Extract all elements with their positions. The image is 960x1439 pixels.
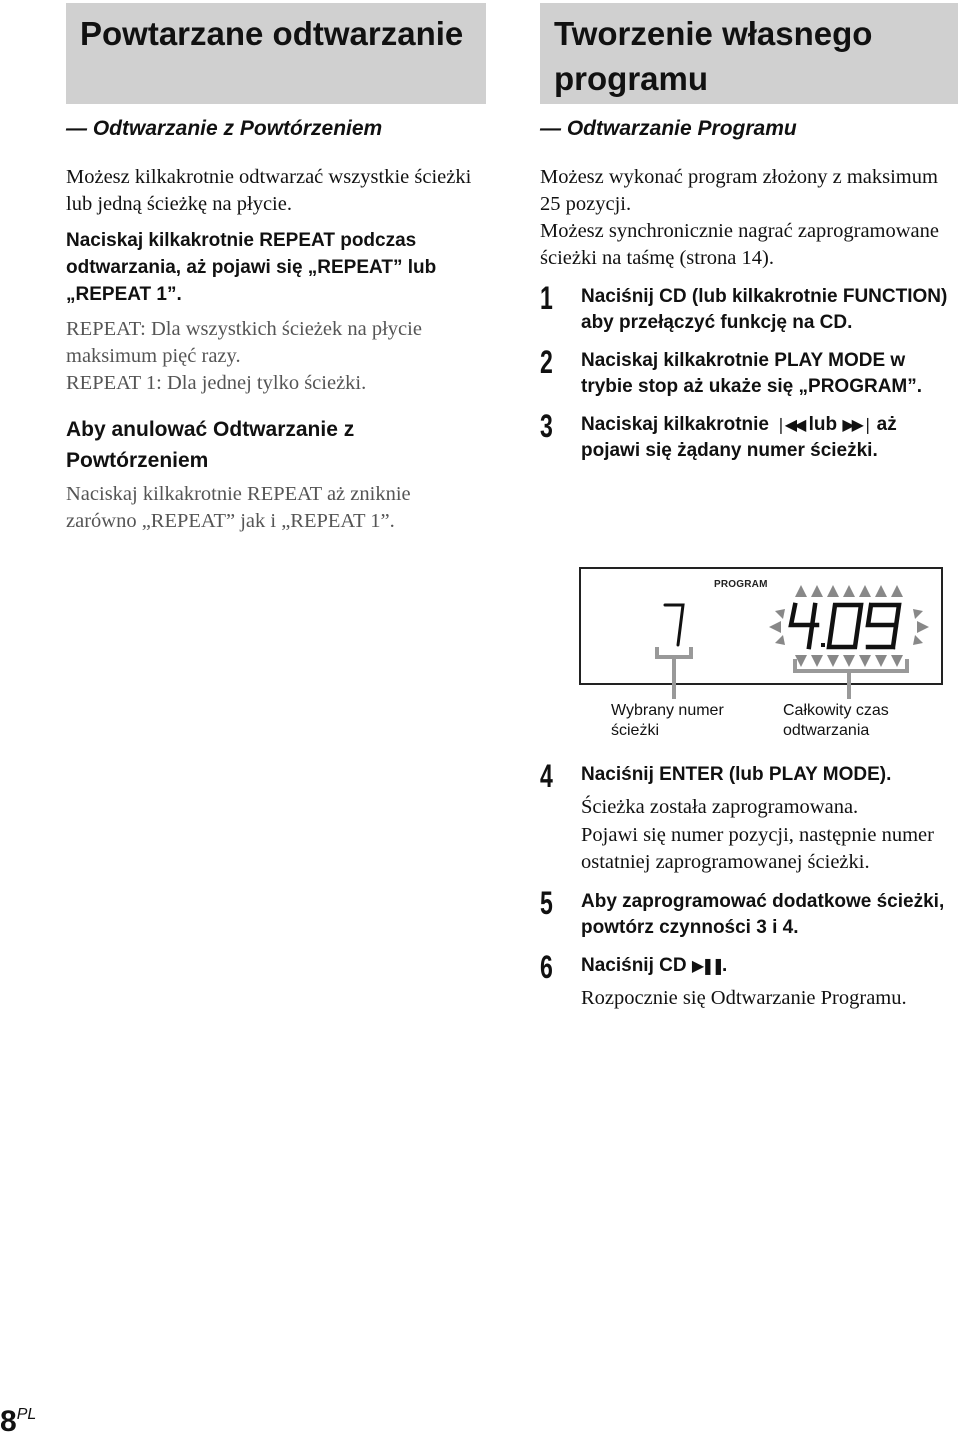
step-1 — [540, 280, 958, 336]
section-title-program: Tworzenie własnego programu — [540, 3, 958, 104]
subtitle-program: — Odtwarzanie Programu — [540, 117, 797, 140]
intro-repeat: Możesz kilkakrotnie odtwarzać wszystkie ścieżki lub jedną ścieżkę na płycie. — [66, 166, 472, 215]
step-number: 6 — [540, 948, 553, 985]
step-detail: Rozpocznie się Odtwarzanie Programu. — [581, 986, 907, 1009]
cancel-text: Naciskaj kilkakrotnie REPEAT aż zniknie zarówno „REPEAT” jak i „REPEAT 1”. — [66, 483, 411, 532]
step-5 — [540, 884, 958, 941]
steps-continued — [540, 758, 958, 1012]
step-text: Naciśnij ENTER (lub PLAY MODE). — [581, 764, 892, 785]
page-number: $8^{PL}$ — [0, 1405, 37, 1438]
repeat-all-note: REPEAT: Dla wszystkich ścieżek na płycie maksimum pięć razy. — [66, 318, 422, 367]
next-track-icon: ▶▶❘ — [842, 415, 872, 434]
instruction-repeat: Naciskaj kilkakrotnie REPEAT podczas odtwarzania, aż pojawi się „REPEAT” lub „REPEAT 1”. — [66, 230, 437, 305]
step-3 — [540, 408, 958, 464]
intro-program-1: Możesz wykonać program złożony z maksimum 25 pozycji. — [540, 166, 938, 215]
language-code: PL — [16, 1406, 37, 1423]
play-pause-icon: ▶❚❚ — [691, 955, 722, 975]
left-column — [66, 3, 486, 535]
previous-track-icon: ❘◀◀ — [774, 415, 804, 434]
step-text: Naciskaj kilkakrotnie ❘◀◀ lub ▶▶❘ aż pojawi się żądany numer ścieżki. — [581, 414, 897, 461]
step-text: Naciskaj kilkakrotnie PLAY MODE w trybie stop aż ukaże się „PROGRAM”. — [581, 350, 923, 397]
caption-track: Wybrany numer ścieżki — [611, 702, 724, 739]
repeat-one-note: REPEAT 1: Dla jednej tylko ścieżki. — [66, 372, 367, 394]
step-6 — [540, 948, 958, 1013]
step-number: 4 — [540, 758, 553, 794]
step-2 — [540, 344, 958, 400]
step-number: 2 — [540, 344, 553, 380]
caption-total-time: Całkowity czas odtwarzania — [783, 702, 889, 739]
section-title-repeat: Powtarzane odtwarzanie — [66, 3, 486, 104]
intro-program-2: Możesz synchronicznie nagrać zaprogramowane ścieżki na taśmę (strona 14). — [540, 220, 939, 269]
step-text: Aby zaprogramować dodatkowe ścieżki, powtórz czynności 3 i 4. — [581, 890, 945, 938]
step-text: Naciśnij CD (lub kilkakrotnie FUNCTION) aby przełączyć funkcję na CD. — [581, 286, 948, 333]
step-detail: Pojawi się numer pozycji, następnie numer ostatniej zaprogramowanej ścieżki. — [581, 823, 934, 873]
step-text: Naciśnij CD ▶❚❚. — [581, 954, 728, 976]
step-detail: Ścieżka została zaprogramowana. — [581, 796, 859, 818]
step-number: 5 — [540, 884, 553, 921]
step-number: 1 — [540, 280, 553, 316]
step-4 — [540, 758, 958, 877]
subtitle-repeat: — Odtwarzanie z Powtórzeniem — [66, 117, 383, 140]
right-column — [540, 3, 958, 464]
cancel-heading: Aby anulować Odtwarzanie z Powtórzeniem — [66, 418, 355, 472]
step-number: 3 — [540, 408, 553, 444]
program-indicator: PROGRAM — [714, 579, 768, 590]
cd-display-diagram — [579, 567, 947, 742]
